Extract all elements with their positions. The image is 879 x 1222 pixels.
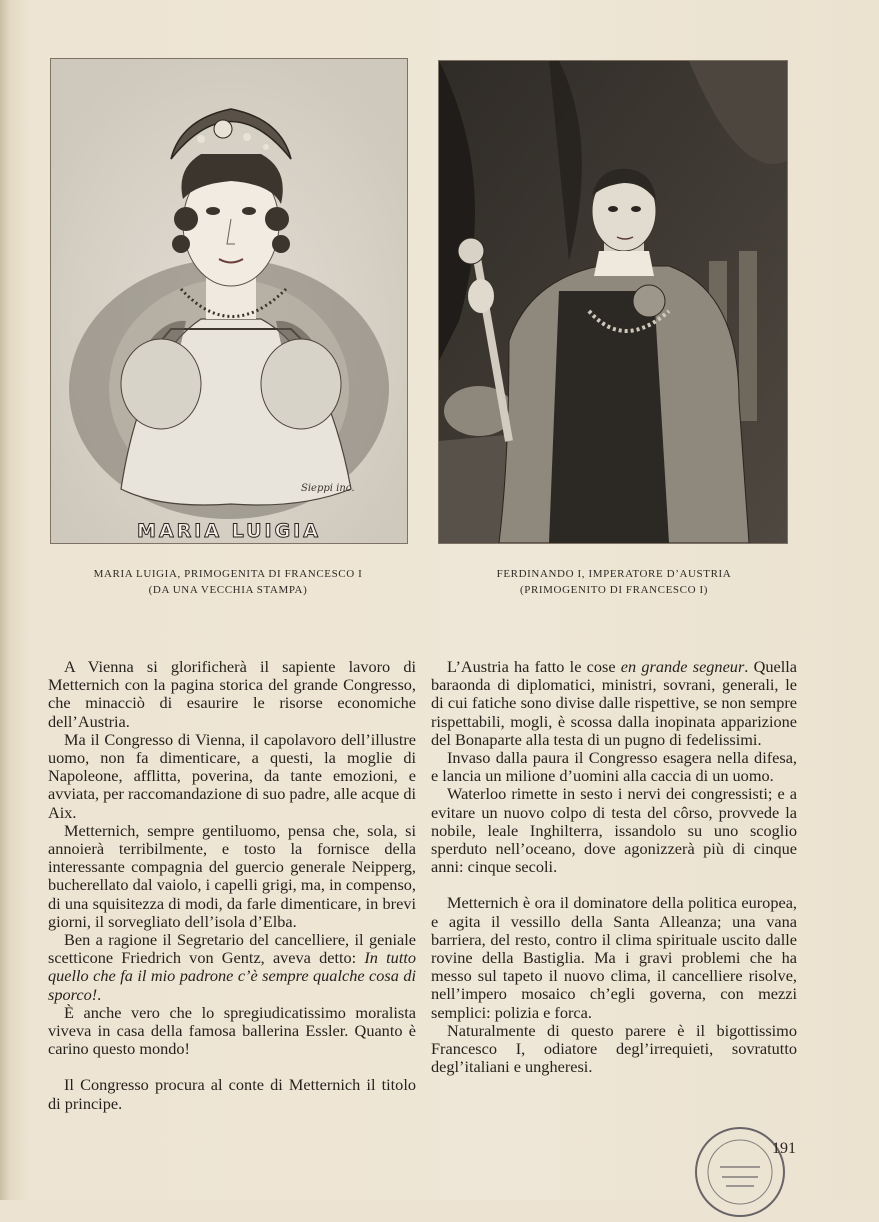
paragraph: Invaso dalla paura il Congresso esagera nella difesa, e lancia un milione d’uomini alla caccia di un uomo. [431,748,797,786]
paragraph: Metternich è ora il dominatore della politica europea, e agita il vessillo della Santa Alleanza; una vana barriera, del resto, contro il clima spirituale uscito dalle rovine della Bastiglia. Ma i gravi problemi che ha messo sul tapeto il nuovo clima, il cancelliere risolve, nell’impero mosaico ch’egli governa, con mezzi semplici: polizia e forca. [431,893,797,1022]
caption-left-line1: MARIA LUIGIA, PRIMOGENITA DI FRANCESCO I [93,568,363,580]
svg-text:Sieppi inc.: Sieppi inc. [301,483,355,494]
quote-italic: In tutto quello che fa il mio padrone c’è sempre qualche cosa di sporco! [48,948,417,1004]
paragraph-gentz-quote [48,931,416,1004]
engraving-ferdinando [439,61,787,543]
name-plate-text: MARIA LUIGIA [137,520,321,542]
paragraph-text: . [97,984,102,1004]
page-number: 191 [772,1140,796,1157]
paragraph: A Vienna si glorificherà il sapiente lavoro di Metternich con la pagina storica del grande Congresso, che minacciò di esaurire le risorse economiche dell’Austria. [48,657,416,731]
paragraph: Naturalmente di questo parere è il bigottissimo Francesco I, odiatore degl’irrequieti, sovratutto degl’italiani e ungheresi. [431,1020,797,1077]
paragraph-grand-seigneur [431,658,797,749]
text-column-right [431,658,797,1076]
caption-right-line1: FERDINANDO I, IMPERATORE D’AUSTRIA [496,568,732,580]
paragraph: È anche vero che lo spregiudicatissimo moralista viveva in casa della famosa ballerina Essler. Quanto è carino questo mondo! [48,1002,416,1059]
paragraph: Ma il Congresso di Vienna, il capolavoro dell’illustre uomo, non fa dimenticare, a questi, la moglie di Napoleone, afflitta, poverina, da tante emozioni, e avviata, per raccomandazione di suo padre, alle acque di Aix. [48,729,416,822]
phrase-italic: en grande segneur [620,657,745,676]
library-stamp-icon [690,1122,790,1222]
paragraph-text: Ben a ragione il Segretario del cancelliere, il geniale scetticone Friedrich von Gentz, aveva detto: [48,930,416,968]
paragraph: Waterloo rimette in sesto i nervi dei congressisti; e a evitare un nuovo colpo di testa del côrso, provvede la nobile, leale Inghilterra, issandolo su uno scoglio sperduto nell’oceano, dove agonizzerà più di cinque anni: cinque secoli. [431,784,797,877]
caption-left-line2: (DA UNA VECCHIA STAMPA) [148,584,308,596]
paragraph: Metternich, sempre gentiluomo, pensa che, sola, si annoierà terribilmente, e tosto la fornisce della interessante compagnia del guercio generale Neipperg, bucherellato dal vaiolo, i capelli grigi, ma, in compenso, di una squisitezza di modi, da farle dimenticare, in brevi giorni, il sorvegliato dell’isola d’Elba. [48,820,416,931]
engraving-maria-luigia [51,59,407,543]
text-column-left [48,658,416,1113]
paragraph: Il Congresso procura al conte di Metternich il titolo di principe. [48,1075,416,1113]
caption-left [48,566,408,598]
portrait-ferdinando [438,60,788,544]
paragraph-text: L’Austria ha fatto le cose [447,657,621,676]
paragraph-text: . Quella baraonda di diplomatici, ministri, sovrani, generali, le di cui fatiche sono divise dalle rispettive, se non sempre rispettabili, mogli, è scossa dalla inopinata apparizione del Bonaparte alla testa di un pugno di fedelissimi. [431,657,797,749]
caption-right-line2: (PRIMOGENITO DI FRANCESCO I) [519,584,709,596]
caption-right [440,566,788,598]
portrait-maria-luigia [50,58,408,544]
